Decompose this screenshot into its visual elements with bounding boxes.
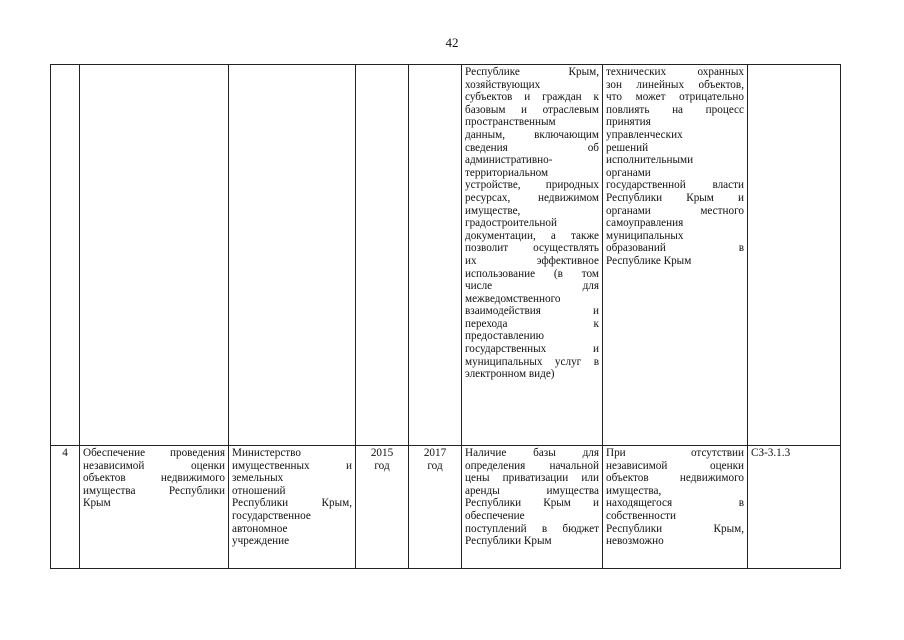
text-line: обеспечение bbox=[465, 509, 525, 522]
text-line: образований в bbox=[606, 242, 744, 255]
text-line: Республики Крым и bbox=[606, 191, 744, 204]
cell-start-empty bbox=[356, 65, 409, 446]
cell-event bbox=[80, 446, 229, 569]
text-line: предоставлению bbox=[465, 330, 544, 343]
text-line: Республики Крым, bbox=[232, 497, 352, 510]
text-line: Республике Крым, bbox=[465, 66, 599, 78]
text-line: имуществе, bbox=[465, 204, 521, 217]
text-line: органами местного bbox=[606, 204, 744, 217]
text-line: независимой оценки bbox=[83, 459, 225, 472]
text-line: принятия bbox=[606, 116, 651, 129]
text-line: Министерство bbox=[232, 447, 301, 459]
text-line: земельных bbox=[232, 472, 284, 485]
text-line: государственной власти bbox=[606, 179, 744, 192]
end-year-unit: год bbox=[427, 459, 443, 472]
text-line: собственности bbox=[606, 509, 676, 522]
start-year-unit: год bbox=[374, 459, 390, 472]
text-line: их эффективное bbox=[465, 254, 599, 267]
text-line: муниципальных услуг в bbox=[465, 355, 599, 368]
cell-indicator-empty bbox=[748, 65, 841, 446]
text-line: решений bbox=[606, 141, 649, 154]
text-line: межведомственного bbox=[465, 292, 561, 305]
cell-expected-result bbox=[462, 65, 603, 446]
cell-end-year bbox=[409, 446, 462, 569]
cell-number-empty bbox=[51, 65, 80, 446]
text-line: числе для bbox=[465, 280, 599, 293]
text-line: базовым и отраслевым bbox=[465, 103, 599, 116]
text-line: имущественных и bbox=[232, 459, 352, 472]
text-line: находящегося в bbox=[606, 497, 744, 510]
cell-responsible-empty bbox=[229, 65, 356, 446]
text-line: отношений bbox=[232, 484, 286, 497]
text-line: Обеспечение проведения bbox=[83, 447, 225, 459]
cell-consequences bbox=[603, 446, 748, 569]
text-line: независимой оценки bbox=[606, 459, 744, 472]
cell-start-year bbox=[356, 446, 409, 569]
lines bbox=[83, 447, 225, 510]
text-line: зон линейных объектов, bbox=[606, 78, 744, 91]
text-line: самоуправления bbox=[606, 217, 684, 230]
text-line: использование (в том bbox=[465, 267, 599, 280]
text-line: учреждение bbox=[232, 535, 290, 548]
lines bbox=[465, 66, 599, 381]
cell-end-empty bbox=[409, 65, 462, 446]
text-line: субъектов и граждан к bbox=[465, 91, 599, 104]
text-line: Республике Крым bbox=[606, 254, 692, 267]
text-line: управленческих bbox=[606, 128, 683, 141]
cell-expected-result bbox=[462, 446, 603, 569]
table-row-continuation bbox=[51, 65, 841, 446]
text-line: данным, включающим bbox=[465, 128, 599, 141]
text-line: определения начальной bbox=[465, 459, 599, 472]
text-line: документации, а также bbox=[465, 229, 599, 242]
text-line: электронном виде) bbox=[465, 368, 555, 381]
text-line: технических охранных bbox=[606, 66, 744, 78]
text-line: объектов недвижимого bbox=[83, 472, 225, 485]
text-line: исполнительными bbox=[606, 154, 694, 167]
text-line: имущества, bbox=[606, 484, 662, 497]
cell-consequences bbox=[603, 65, 748, 446]
text-line: объектов недвижимого bbox=[606, 472, 744, 485]
cell-indicator: СЗ-3.1.3 bbox=[748, 446, 841, 569]
cell-responsible bbox=[229, 446, 356, 569]
table-row-4 bbox=[51, 446, 841, 569]
text-line: пространственным bbox=[465, 116, 556, 129]
text-line: перехода к bbox=[465, 317, 599, 330]
cell-row-number: 4 bbox=[51, 446, 80, 569]
text-line: Республики Крым и bbox=[465, 497, 599, 510]
text-line: что может отрицательно bbox=[606, 91, 744, 104]
text-line: государственное bbox=[232, 509, 311, 522]
lines bbox=[606, 66, 744, 268]
text-line: аренды имущества bbox=[465, 484, 599, 497]
end-year: 2017 bbox=[423, 447, 447, 459]
text-line: территориальном bbox=[465, 166, 549, 179]
text-line: административно- bbox=[465, 154, 553, 167]
text-line: градостроительной bbox=[465, 217, 557, 230]
text-line: повлиять на процесс bbox=[606, 103, 744, 116]
text-line: цены приватизации или bbox=[465, 472, 599, 485]
page-number: 42 bbox=[445, 35, 459, 50]
program-table bbox=[50, 64, 841, 569]
text-line: устройстве, природных bbox=[465, 179, 599, 192]
text-line: сведения об bbox=[465, 141, 599, 154]
text-line: взаимодействия и bbox=[465, 305, 599, 318]
text-line: имущества Республики bbox=[83, 484, 225, 497]
lines bbox=[606, 447, 744, 548]
text-line: поступлений в бюджет bbox=[465, 522, 599, 535]
text-line: органами bbox=[606, 166, 651, 179]
text-line: При отсутствии bbox=[606, 447, 744, 459]
text-line: государственных и bbox=[465, 343, 599, 356]
text-line: позволит осуществлять bbox=[465, 242, 599, 255]
text-line: невозможно bbox=[606, 535, 664, 548]
text-line: автономное bbox=[232, 522, 288, 535]
start-year: 2015 bbox=[370, 447, 394, 459]
text-line: хозяйствующих bbox=[465, 78, 541, 91]
text-line: муниципальных bbox=[606, 229, 684, 242]
lines bbox=[232, 447, 352, 548]
text-line: Крым bbox=[83, 497, 111, 510]
text-line: Наличие базы для bbox=[465, 447, 599, 459]
lines bbox=[465, 447, 599, 548]
text-line: ресурсах, недвижимом bbox=[465, 191, 599, 204]
cell-event-empty bbox=[80, 65, 229, 446]
text-line: Республики Крым bbox=[465, 535, 552, 548]
text-line: Республики Крым, bbox=[606, 522, 744, 535]
